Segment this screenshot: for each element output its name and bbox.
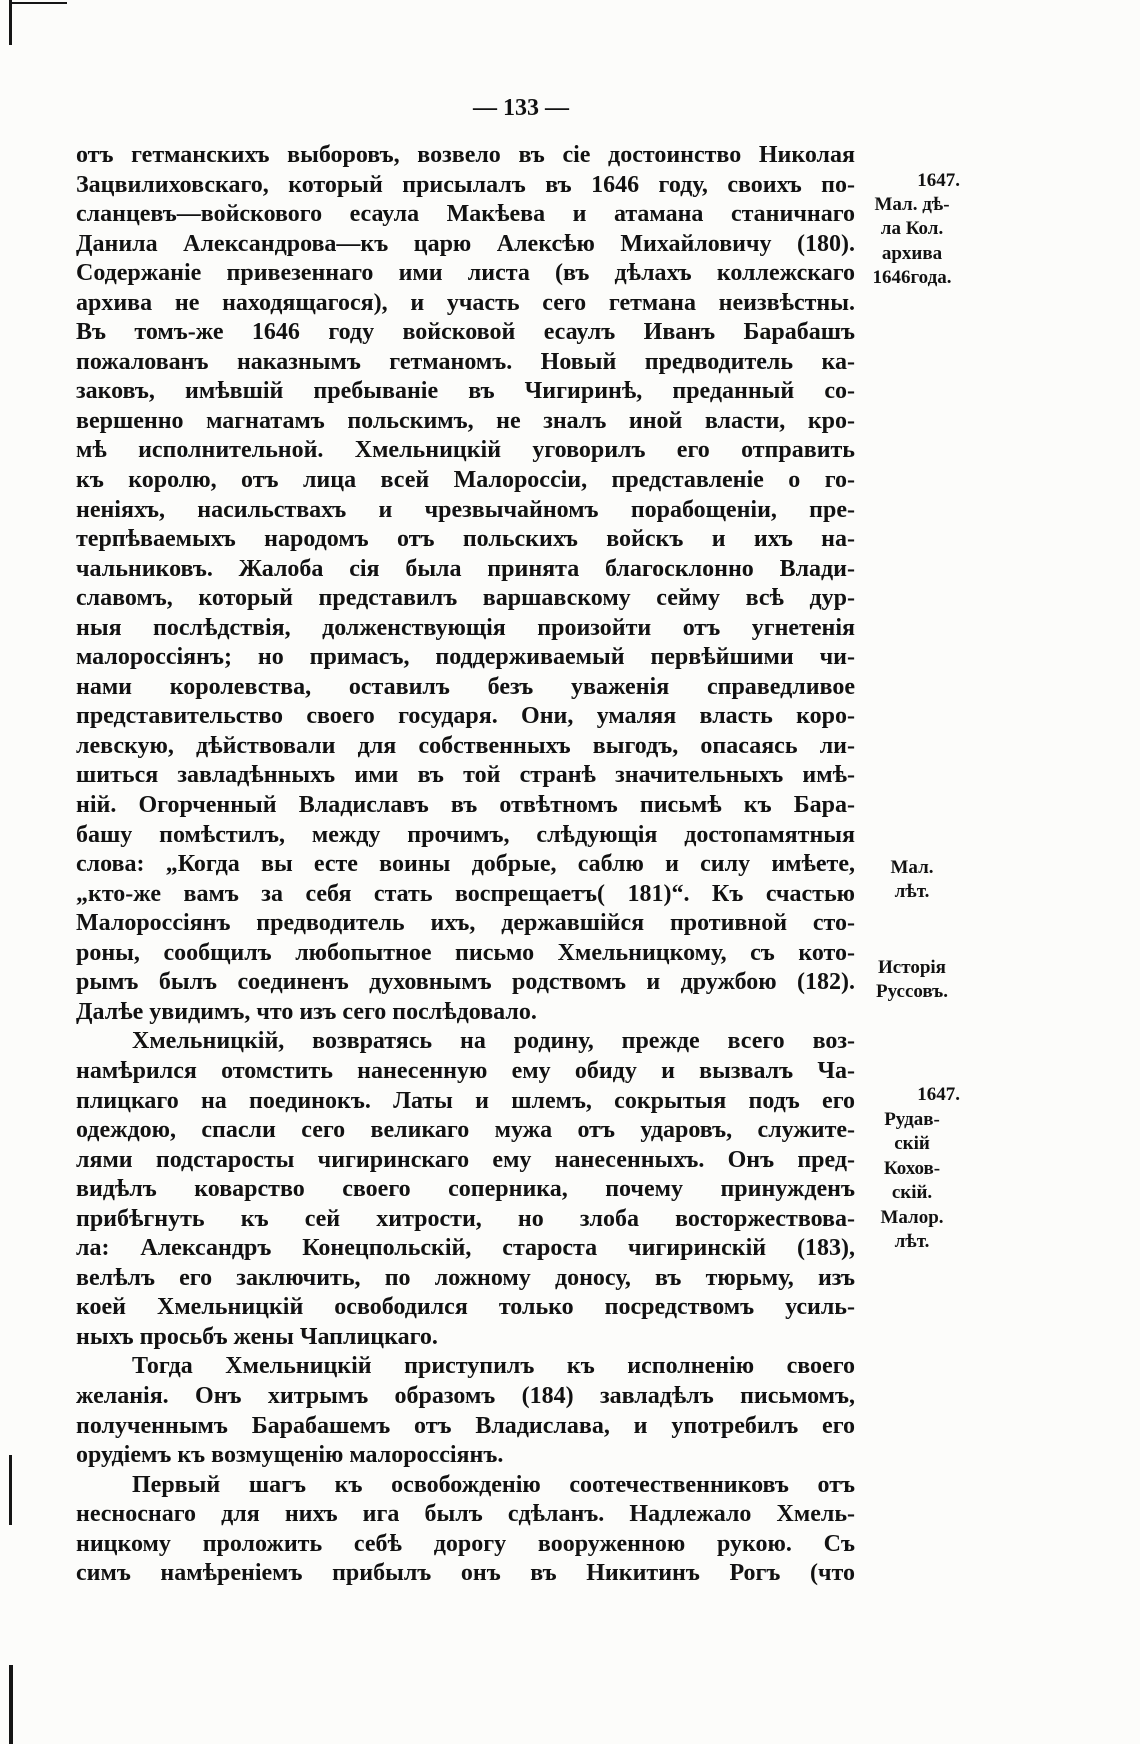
text-line: заковъ, имѣвшій пребываніе въ Чигиринѣ, преданный со- <box>76 378 855 405</box>
margin-note-line: Исторія <box>878 957 946 978</box>
text-line: Зацвилиховскаго, который присылалъ въ 1646 году, своихъ по- <box>76 171 855 198</box>
text-line: „кто-же вамъ за себя стать воспрещаетъ( 181)“. Къ счастью <box>76 880 855 907</box>
text-line: одеждою, спасли сего великаго мужа отъ ударовъ, служите- <box>76 1117 855 1144</box>
scan-edge-mark <box>9 2 67 4</box>
text-line: пожалованъ наказнымъ гетманомъ. Новый предводитель ка- <box>76 348 855 375</box>
margin-note-line: 1647. <box>917 1084 960 1105</box>
margin-note-line: ла Кол. <box>880 218 944 240</box>
margin-note-line: лѣт. <box>894 1231 930 1252</box>
paragraph <box>76 141 855 1027</box>
text-line: желанія. Онъ хитрымъ образомъ (184) завладѣлъ письмомъ, <box>76 1382 855 1409</box>
text-line: архива не находящагося), и участь сего гетмана неизвѣстны. <box>76 289 855 316</box>
margin-note <box>860 1083 964 1255</box>
text-line: терпѣваемыхъ народомъ отъ польскихъ войскъ и ихъ на- <box>76 526 855 553</box>
text-line: отъ гетманскихъ выборовъ, возвело въ сіе достоинство Николая <box>76 142 855 168</box>
text-line: шиться завладѣнныхъ ими въ той странѣ значительныхъ имѣ- <box>76 762 855 789</box>
text-line: Содержаніе привезеннаго ими листа (въ дѣлахъ коллежскаго <box>76 260 855 287</box>
margin-note-line: 1647. <box>917 170 960 191</box>
paragraph <box>76 1352 855 1470</box>
page-number: — 133 — <box>473 95 569 121</box>
text-line: представительство своего государя. Они, умаляя власть коро- <box>76 703 855 730</box>
margin-note-line: скій <box>894 1133 930 1154</box>
text-line: симъ намѣреніемъ прибылъ онъ въ Никитинъ Рогъ (что <box>76 1560 855 1587</box>
margin-note <box>860 856 964 904</box>
text-line: прибѣгнуть къ сей хитрости, но злоба восторжествова- <box>76 1205 855 1232</box>
text-line: роны, сообщилъ любопытное письмо Хмельницкому, съ кото- <box>76 939 855 966</box>
margin-note-line: Мал. <box>890 857 934 878</box>
text-line: чальниковъ. Жалоба сія была принята благосклонно Влади- <box>76 555 855 582</box>
text-line: Первый шагъ къ освобожденію соотечественниковъ отъ <box>132 1471 855 1498</box>
text-line: левскую, дѣйствовали для собственныхъ выгодъ, опасаясь ли- <box>76 732 855 759</box>
margin-note-line: архива <box>881 242 943 264</box>
text-line: ныя послѣдствія, долженствующія произойти отъ угнетенія <box>76 614 855 641</box>
text-line: ницкому проложить себѣ дорогу вооруженною рукою. Съ <box>76 1530 855 1557</box>
text-line: несноснаго для нихъ ига былъ сдѣланъ. Надлежало Хмель- <box>76 1501 855 1528</box>
text-line: Данила Александрова—къ царю Алексѣю Михайловичу (180). <box>76 230 855 257</box>
margin-note-line: Руссовъ. <box>875 981 949 1003</box>
text-line: орудіемъ къ возмущенію малороссіянъ. <box>76 1442 504 1469</box>
text-line: коей Хмельницкій освободился только посредствомъ усиль- <box>76 1294 855 1321</box>
text-line: вершенно магнатамъ польскимъ, не зналъ иной власти, кро- <box>76 407 855 434</box>
text-line: плицкаго на поединокъ. Латы и шлемъ, сокрытыя подъ его <box>76 1087 855 1114</box>
text-line: видѣлъ коварство своего соперника, почему принужденъ <box>76 1176 855 1203</box>
margin-note-line: Мал. дѣ- <box>874 194 950 216</box>
text-line: Тогда Хмельницкій приступилъ къ исполненію своего <box>132 1353 855 1380</box>
text-line: мѣ исполнительной. Хмельницкій уговорилъ его отправить <box>76 437 855 464</box>
margin-note <box>860 956 964 1004</box>
text-line: Далѣе увидимъ, что изъ сего послѣдовало. <box>76 998 537 1025</box>
paragraph <box>76 1027 855 1352</box>
scan-edge-mark <box>9 0 12 45</box>
text-line: Хмельницкій, возвратясь на родину, прежде всего воз- <box>132 1028 855 1055</box>
margin-note-line: Рудав- <box>884 1108 940 1130</box>
text-line: ла: Александръ Конецпольскій, староста чигиринскій (183), <box>76 1235 855 1262</box>
margin-note-line: лѣт. <box>894 881 930 903</box>
text-line: лями подстаросты чигиринскаго ему нанесенныхъ. Онъ пред- <box>76 1146 855 1173</box>
text-line: сланцевъ—войскового есаула Макѣева и атамана станичнаго <box>76 201 855 228</box>
text-line: слова: „Когда вы есте воины добрые, саблю и силу имѣете, <box>76 851 855 878</box>
text-line: малороссіянъ; но примасъ, поддерживаемый первѣйшими чи- <box>76 644 855 671</box>
body-text <box>76 141 855 1589</box>
text-line: полученнымъ Барабашемъ отъ Владислава, и употребилъ его <box>76 1412 855 1439</box>
margin-note <box>860 169 964 290</box>
text-line: къ королю, отъ лица всей Малороссіи, представленіе о го- <box>76 467 855 494</box>
margin-note-line: Малор. <box>880 1206 944 1228</box>
text-line: неніяхъ, насильствахъ и чрезвычайномъ порабощеніи, пре- <box>76 496 855 523</box>
text-line: намѣрился отомстить нанесенную ему обиду и вызвалъ Ча- <box>76 1057 855 1084</box>
text-line: Въ томъ-же 1646 году войсковой есаулъ Иванъ Барабашъ <box>76 319 855 346</box>
margin-note-line: Кохов- <box>883 1157 941 1179</box>
text-line: башу помѣстилъ, между прочимъ, слѣдующія достопамятныя <box>76 821 855 848</box>
text-line: славомъ, который представилъ варшавскому сейму всѣ дур- <box>76 585 855 612</box>
paragraph <box>76 1471 855 1589</box>
scan-edge-mark <box>9 1665 13 1744</box>
text-line: рымъ былъ соединенъ духовнымъ родствомъ и дружбою (182). <box>76 969 855 996</box>
text-line: Малороссіянъ предводитель ихъ, державшійся противной сто- <box>76 910 855 937</box>
text-line: ныхъ просьбъ жены Чаплицкаго. <box>76 1323 438 1350</box>
margin-note-line: 1646года. <box>872 266 952 288</box>
text-line: ній. Огорченный Владиславъ въ отвѣтномъ письмѣ къ Бара- <box>76 792 855 819</box>
text-line: нами королевства, оставилъ безъ уваженія справедливое <box>76 673 855 700</box>
text-line: велѣлъ его заключить, по ложному доносу, въ тюрьму, изъ <box>76 1264 855 1291</box>
margin-note-line: скій. <box>891 1182 933 1203</box>
scan-edge-mark <box>9 1455 12 1525</box>
